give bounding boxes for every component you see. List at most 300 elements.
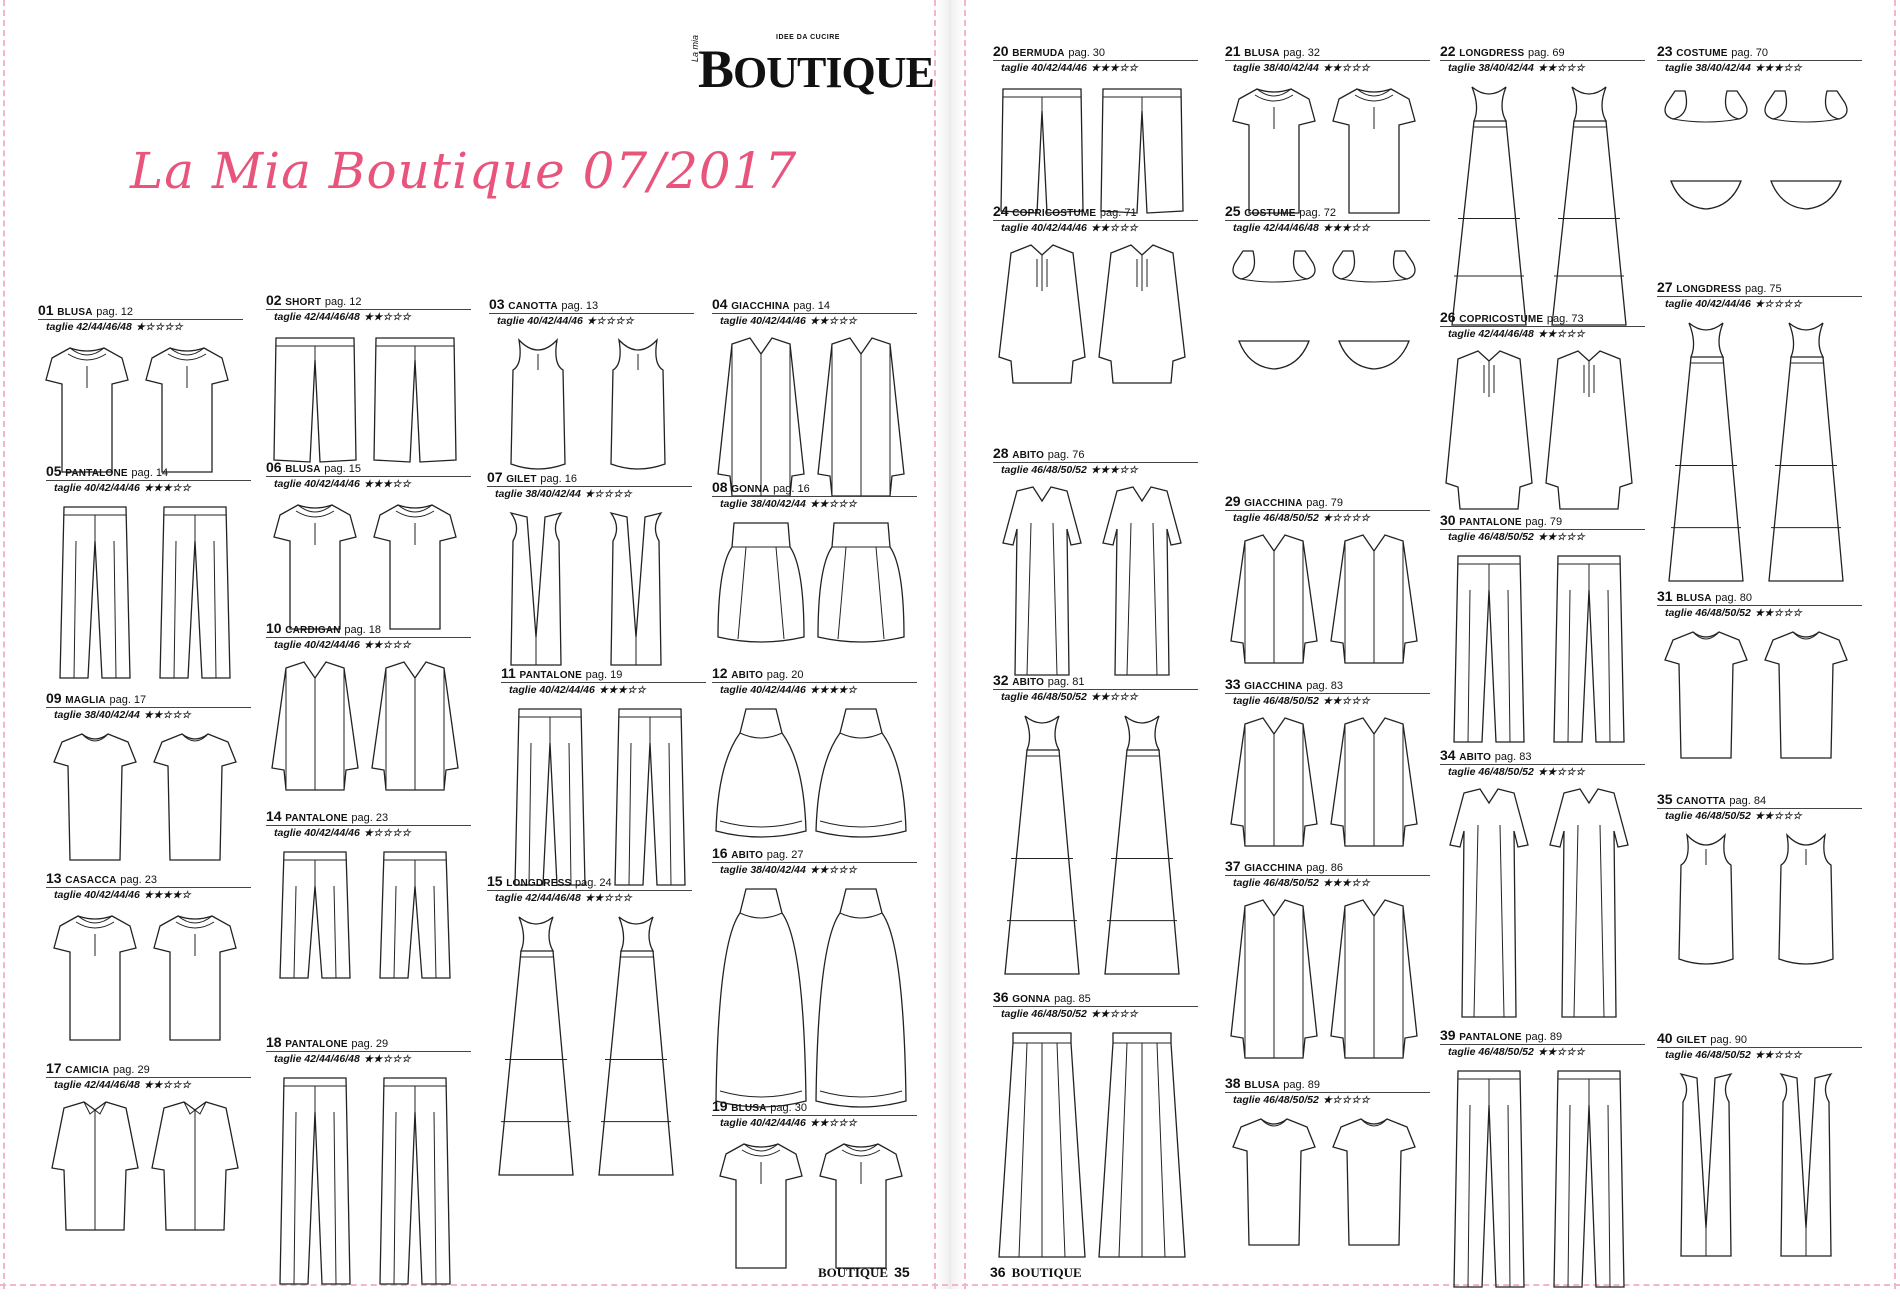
garment-sketch: [489, 334, 689, 474]
pattern-card[interactable]: [46, 463, 246, 688]
pattern-page: pag. 23: [351, 812, 389, 824]
pattern-sizes-row: [54, 709, 191, 721]
header-rule: [489, 313, 694, 314]
pattern-header: [1440, 309, 1584, 325]
pattern-name: GIACCHINA: [1244, 863, 1303, 874]
pattern-sizes-row: [1001, 222, 1138, 234]
pattern-card[interactable]: [1657, 279, 1857, 589]
pattern-header: [487, 873, 612, 889]
pattern-name: ABITO: [1012, 677, 1045, 688]
pattern-page: pag. 13: [561, 300, 599, 312]
pattern-page: pag. 79: [1306, 497, 1343, 509]
header-rule: [1225, 60, 1430, 61]
pattern-name: PANTALONE: [519, 670, 582, 681]
garment-back-view: [1765, 91, 1847, 209]
pattern-sizes-row: [509, 684, 646, 696]
pattern-name: GONNA: [731, 484, 770, 495]
garment-front-view: [54, 734, 136, 860]
pattern-sizes: taglie 42/44/46/48: [1448, 328, 1534, 340]
garment-sketch: [1225, 81, 1425, 221]
pattern-header: [1225, 1075, 1320, 1091]
pattern-header: [266, 808, 388, 824]
pattern-card[interactable]: [266, 459, 466, 639]
pattern-card[interactable]: [489, 296, 689, 476]
garment-sketch: [266, 846, 466, 986]
garment-front-view: [1003, 487, 1081, 675]
pattern-card[interactable]: [266, 808, 466, 988]
pattern-card[interactable]: [1440, 43, 1640, 333]
pattern-header: [266, 1034, 388, 1050]
pattern-number: 40: [1657, 1030, 1673, 1046]
pattern-name: GIACCHINA: [731, 301, 790, 312]
difficulty-stars: ★☆☆☆☆: [586, 316, 635, 327]
pattern-header: [993, 445, 1084, 461]
difficulty-stars: ★★☆☆☆: [1537, 329, 1586, 340]
pattern-sizes-row: [720, 1117, 857, 1129]
pattern-page: pag. 27: [766, 849, 804, 861]
pattern-card[interactable]: [501, 665, 701, 895]
garment-sketch: [712, 883, 912, 1113]
pattern-number: 01: [38, 302, 54, 318]
pattern-page: pag. 83: [1306, 680, 1343, 692]
pattern-page: pag. 89: [1525, 1031, 1563, 1043]
pattern-sizes: taglie 40/42/44/46: [720, 1117, 806, 1129]
pattern-card[interactable]: [487, 469, 687, 679]
pattern-header: [1440, 512, 1562, 528]
garment-back-view: [1552, 87, 1626, 325]
header-rule: [1440, 60, 1645, 61]
pattern-sizes: taglie 40/42/44/46: [1665, 298, 1751, 310]
garment-back-view: [1550, 789, 1628, 1017]
header-rule: [1225, 510, 1430, 511]
pattern-card[interactable]: [1225, 203, 1425, 383]
header-rule: [1657, 60, 1862, 61]
garment-front-view: [1231, 535, 1317, 663]
garment-sketch: [266, 497, 466, 637]
pattern-sizes-row: [1001, 62, 1138, 74]
pattern-card[interactable]: [1657, 588, 1857, 768]
logo-subtitle: IDEE DA CUCIRE: [776, 34, 840, 41]
pattern-sizes-row: [720, 684, 857, 696]
pattern-sizes-row: [1233, 222, 1370, 234]
pattern-page: pag. 80: [1715, 592, 1752, 604]
difficulty-stars: ★★☆☆☆: [1090, 223, 1139, 234]
pattern-name: GONNA: [1012, 994, 1051, 1005]
difficulty-stars: ★★☆☆☆: [363, 640, 412, 651]
pattern-header: [501, 665, 622, 681]
pattern-sizes-row: [1448, 62, 1585, 74]
left-edge-guide: [3, 0, 5, 1289]
right-edge-guide: [1894, 0, 1896, 1289]
pattern-page: pag. 12: [96, 306, 133, 318]
pattern-header: [1440, 1027, 1562, 1043]
garment-front-view: [1454, 556, 1524, 742]
garment-back-view: [1099, 245, 1185, 383]
garment-back-view: [154, 734, 236, 860]
pattern-card[interactable]: [1440, 309, 1640, 519]
pattern-sizes: taglie 46/48/50/52: [1448, 531, 1534, 543]
pattern-card[interactable]: [712, 665, 912, 845]
garment-sketch: [712, 703, 912, 843]
pattern-card[interactable]: [46, 1060, 246, 1240]
garment-sketch: [1657, 626, 1857, 766]
pattern-sizes-row: [274, 478, 411, 490]
header-rule: [46, 707, 251, 708]
pattern-number: 04: [712, 296, 728, 312]
garment-back-view: [1779, 835, 1833, 964]
pattern-card[interactable]: [46, 870, 246, 1050]
pattern-card[interactable]: [1225, 493, 1425, 673]
difficulty-stars: ★☆☆☆☆: [584, 489, 633, 500]
header-rule: [1440, 529, 1645, 530]
pattern-sizes: taglie 40/42/44/46: [274, 827, 360, 839]
pattern-sizes-row: [720, 498, 857, 510]
pattern-number: 09: [46, 690, 62, 706]
pattern-card[interactable]: [1440, 747, 1640, 1027]
pattern-card[interactable]: [1657, 791, 1857, 971]
pattern-sizes: taglie 46/48/50/52: [1448, 1046, 1534, 1058]
garment-front-view: [999, 1033, 1085, 1257]
garment-back-view: [154, 916, 236, 1040]
pattern-header: [1657, 588, 1752, 604]
header-rule: [1440, 1044, 1645, 1045]
pattern-page: pag. 70: [1731, 47, 1768, 59]
difficulty-stars: ★☆☆☆☆: [135, 322, 184, 333]
header-rule: [712, 682, 917, 683]
garment-sketch: [1225, 1113, 1425, 1253]
header-rule: [266, 309, 471, 310]
pattern-name: MAGLIA: [65, 695, 106, 706]
difficulty-stars: ★★☆☆☆: [1537, 767, 1586, 778]
garment-front-view: [1665, 91, 1747, 209]
difficulty-stars: ★★☆☆☆: [1322, 696, 1371, 707]
garment-front-view: [1669, 323, 1743, 581]
difficulty-stars: ★★☆☆☆: [809, 865, 858, 876]
pattern-sizes: taglie 40/42/44/46: [274, 639, 360, 651]
difficulty-stars: ★☆☆☆☆: [1322, 1095, 1371, 1106]
pattern-page: pag. 73: [1546, 313, 1584, 325]
difficulty-stars: ★★★☆☆: [1090, 63, 1139, 74]
pattern-card[interactable]: [266, 620, 466, 800]
pattern-name: ABITO: [731, 850, 764, 861]
header-rule: [46, 1077, 251, 1078]
pattern-sizes-row: [1001, 464, 1138, 476]
garment-back-view: [816, 889, 906, 1107]
garment-back-view: [374, 338, 456, 462]
pattern-page: pag. 14: [793, 300, 830, 312]
header-rule: [1225, 875, 1430, 876]
garment-sketch: [1657, 317, 1857, 587]
garment-front-view: [1001, 89, 1083, 213]
garment-sketch: [46, 1098, 246, 1238]
pattern-number: 29: [1225, 493, 1241, 509]
pattern-header: [712, 1098, 807, 1114]
garment-front-view: [60, 507, 130, 678]
pattern-number: 32: [993, 672, 1009, 688]
pattern-header: [712, 845, 803, 861]
garment-sketch: [993, 1027, 1193, 1267]
pattern-header: [487, 469, 577, 485]
pattern-card[interactable]: [993, 989, 1193, 1269]
garment-front-view: [1679, 835, 1733, 964]
pattern-header: [489, 296, 598, 312]
garment-front-view: [499, 917, 573, 1175]
difficulty-stars: ★★☆☆☆: [143, 710, 192, 721]
pattern-name: PANTALONE: [65, 468, 128, 479]
pattern-number: 15: [487, 873, 503, 889]
garment-back-view: [1099, 1033, 1185, 1257]
garment-sketch: [38, 340, 238, 480]
garment-sketch: [1440, 81, 1640, 331]
pattern-page: pag. 84: [1729, 795, 1767, 807]
difficulty-stars: ★★☆☆☆: [809, 316, 858, 327]
footer-left-page-number: 35: [894, 1264, 910, 1280]
pattern-sizes: taglie 38/40/42/44: [54, 709, 140, 721]
pattern-card[interactable]: [1440, 512, 1640, 752]
pattern-sizes-row: [497, 315, 634, 327]
difficulty-stars: ★★★☆☆: [1090, 465, 1139, 476]
garment-back-view: [146, 348, 228, 472]
garment-back-view: [1333, 89, 1415, 213]
garment-front-view: [1454, 1071, 1524, 1287]
pattern-header: [1657, 1030, 1747, 1046]
pattern-sizes-row: [54, 889, 191, 901]
header-rule: [1225, 1092, 1430, 1093]
header-rule: [993, 462, 1198, 463]
pattern-number: 33: [1225, 676, 1241, 692]
garment-back-view: [160, 507, 230, 678]
pattern-sizes: taglie 40/42/44/46: [54, 889, 140, 901]
pattern-sizes-row: [1448, 1046, 1585, 1058]
garment-back-view: [816, 709, 906, 837]
pattern-card[interactable]: [712, 296, 912, 506]
garment-front-view: [720, 1144, 802, 1268]
center-left-guide: [934, 0, 936, 1289]
pattern-header: [1225, 676, 1343, 692]
pattern-page: pag. 75: [1744, 283, 1782, 295]
pattern-sizes: taglie 42/44/46/48: [1233, 222, 1319, 234]
pattern-sizes: taglie 38/40/42/44: [1665, 62, 1751, 74]
garment-front-view: [1231, 900, 1317, 1058]
pattern-sizes: taglie 46/48/50/52: [1665, 1049, 1751, 1061]
header-rule: [712, 313, 917, 314]
pattern-sizes-row: [495, 892, 632, 904]
garment-front-view: [1233, 89, 1315, 213]
pattern-card[interactable]: [712, 1098, 912, 1278]
pattern-sizes: taglie 42/44/46/48: [274, 1053, 360, 1065]
pattern-card[interactable]: [1440, 1027, 1640, 1297]
pattern-number: 38: [1225, 1075, 1241, 1091]
pattern-page: pag. 24: [574, 877, 612, 889]
pattern-name: BLUSA: [1244, 1080, 1280, 1091]
garment-back-view: [611, 340, 665, 469]
garment-sketch: [1225, 531, 1425, 671]
pattern-sizes: taglie 46/48/50/52: [1665, 810, 1751, 822]
pattern-page: pag. 29: [351, 1038, 389, 1050]
pattern-page: pag. 79: [1525, 516, 1563, 528]
pattern-sizes: taglie 40/42/44/46: [720, 315, 806, 327]
pattern-sizes-row: [274, 311, 411, 323]
garment-sketch: [266, 658, 466, 798]
garment-front-view: [716, 709, 806, 837]
difficulty-stars: ★★☆☆☆: [1537, 63, 1586, 74]
pattern-card[interactable]: [1657, 1030, 1857, 1270]
pattern-page: pag. 17: [109, 694, 147, 706]
garment-back-view: [1546, 351, 1632, 509]
pattern-number: 39: [1440, 1027, 1456, 1043]
logo-side-label: La mia: [690, 34, 700, 62]
magazine-logo: [688, 30, 934, 99]
pattern-name: PANTALONE: [285, 1039, 348, 1050]
difficulty-stars: ★★★★☆: [809, 685, 858, 696]
pattern-header: [712, 479, 810, 495]
pattern-header: [1440, 43, 1565, 59]
pattern-header: [46, 690, 146, 706]
pattern-name: CAMICIA: [65, 1065, 110, 1076]
pattern-name: BLUSA: [1676, 593, 1712, 604]
garment-sketch: [266, 1072, 466, 1292]
pattern-sizes-row: [720, 864, 857, 876]
pattern-card[interactable]: [712, 479, 912, 659]
pattern-number: 17: [46, 1060, 62, 1076]
pattern-name: LONGDRESS: [1459, 48, 1525, 59]
pattern-name: GIACCHINA: [1244, 498, 1303, 509]
difficulty-stars: ★★☆☆☆: [1090, 1009, 1139, 1020]
garment-back-view: [818, 338, 904, 496]
pattern-page: pag. 72: [1299, 207, 1336, 219]
pattern-sizes: taglie 40/42/44/46: [274, 478, 360, 490]
pattern-card[interactable]: [38, 302, 238, 482]
difficulty-stars: ★★★★☆: [143, 890, 192, 901]
pattern-page: pag. 30: [1068, 47, 1106, 59]
pattern-name: BLUSA: [57, 307, 93, 318]
logo-wordmark: BOUTIQUE: [698, 39, 934, 99]
pattern-name: BERMUDA: [1012, 48, 1065, 59]
pattern-name: COPRICOSTUME: [1459, 314, 1544, 325]
pattern-number: 37: [1225, 858, 1241, 874]
pattern-card[interactable]: [487, 873, 687, 1183]
pattern-card[interactable]: [993, 672, 1193, 982]
pattern-page: pag. 69: [1527, 47, 1565, 59]
difficulty-stars: ★★★☆☆: [363, 479, 412, 490]
garment-sketch: [1440, 347, 1640, 517]
pattern-number: 20: [993, 43, 1009, 59]
pattern-sizes: taglie 46/48/50/52: [1448, 766, 1534, 778]
pattern-page: pag. 16: [773, 483, 810, 495]
garment-back-view: [380, 1078, 450, 1284]
pattern-number: 23: [1657, 43, 1673, 59]
pattern-sizes-row: [1233, 512, 1370, 524]
garment-sketch: [712, 1136, 912, 1276]
pattern-sizes-row: [274, 827, 411, 839]
pattern-sizes: taglie 40/42/44/46: [720, 684, 806, 696]
pattern-card[interactable]: [266, 292, 466, 472]
header-rule: [993, 220, 1198, 221]
header-rule: [266, 825, 471, 826]
footer-right-brand: BOUTIQUE: [1011, 1265, 1082, 1280]
garment-sketch: [1440, 1065, 1640, 1295]
pattern-number: 13: [46, 870, 62, 886]
pattern-sizes-row: [1665, 62, 1802, 74]
garment-sketch: [1657, 829, 1857, 969]
footer-left-brand: BOUTIQUE: [818, 1265, 889, 1280]
pattern-sizes: taglie 46/48/50/52: [1233, 1094, 1319, 1106]
difficulty-stars: ★★★☆☆: [598, 685, 647, 696]
pattern-header: [46, 463, 168, 479]
pattern-page: pag. 20: [766, 669, 804, 681]
header-rule: [38, 319, 243, 320]
garment-sketch: [1225, 714, 1425, 854]
pattern-sizes: taglie 40/42/44/46: [1001, 62, 1087, 74]
pattern-sizes-row: [495, 488, 632, 500]
pattern-sizes-row: [1448, 328, 1585, 340]
pattern-sizes: taglie 46/48/50/52: [1001, 464, 1087, 476]
pattern-header: [993, 672, 1084, 688]
pattern-card[interactable]: [712, 845, 912, 1115]
pattern-sizes-row: [1665, 810, 1802, 822]
pattern-sizes: taglie 46/48/50/52: [1001, 691, 1087, 703]
difficulty-stars: ★★☆☆☆: [363, 1054, 412, 1065]
pattern-card[interactable]: [993, 43, 1193, 223]
garment-front-view: [511, 513, 561, 665]
pattern-card[interactable]: [1657, 43, 1857, 223]
difficulty-stars: ★★☆☆☆: [809, 1118, 858, 1129]
pattern-card[interactable]: [266, 1034, 466, 1294]
pattern-name: SHORT: [285, 297, 322, 308]
garment-sketch: [1657, 1068, 1857, 1268]
pattern-sizes: taglie 46/48/50/52: [1001, 1008, 1087, 1020]
pattern-sizes: taglie 46/48/50/52: [1233, 695, 1319, 707]
pattern-card[interactable]: [1225, 43, 1425, 223]
pattern-name: ABITO: [1459, 752, 1492, 763]
header-rule: [993, 689, 1198, 690]
pattern-sizes-row: [1448, 766, 1585, 778]
garment-sketch: [46, 501, 246, 686]
pattern-header: [1225, 43, 1320, 59]
pattern-card[interactable]: [993, 445, 1193, 685]
garment-front-view: [716, 889, 806, 1107]
pattern-page: pag. 90: [1710, 1034, 1747, 1046]
pattern-number: 24: [993, 203, 1009, 219]
pattern-card[interactable]: [1225, 1075, 1425, 1255]
pattern-sizes: taglie 40/42/44/46: [509, 684, 595, 696]
pattern-header: [712, 665, 803, 681]
header-rule: [1225, 220, 1430, 221]
pattern-header: [1657, 43, 1768, 59]
garment-front-view: [511, 340, 565, 469]
difficulty-stars: ★★☆☆☆: [1754, 811, 1803, 822]
pattern-name: BLUSA: [285, 464, 321, 475]
pattern-card[interactable]: [1225, 676, 1425, 856]
garment-back-view: [615, 709, 685, 885]
garment-back-view: [1105, 716, 1179, 974]
header-rule: [712, 862, 917, 863]
pattern-sizes-row: [1665, 1049, 1802, 1061]
garment-back-view: [820, 1144, 902, 1268]
garment-back-view: [372, 662, 458, 790]
garment-front-view: [1233, 1119, 1315, 1245]
garment-back-view: [1101, 89, 1183, 213]
garment-sketch: [1225, 241, 1425, 381]
pattern-card[interactable]: [993, 203, 1193, 393]
garment-front-view: [718, 338, 804, 496]
footer-right: [990, 1264, 1082, 1281]
pattern-card[interactable]: [46, 690, 246, 870]
pattern-card[interactable]: [1225, 858, 1425, 1068]
pattern-sizes-row: [1665, 298, 1802, 310]
pattern-name: CASACCA: [65, 875, 117, 886]
pattern-number: 16: [712, 845, 728, 861]
